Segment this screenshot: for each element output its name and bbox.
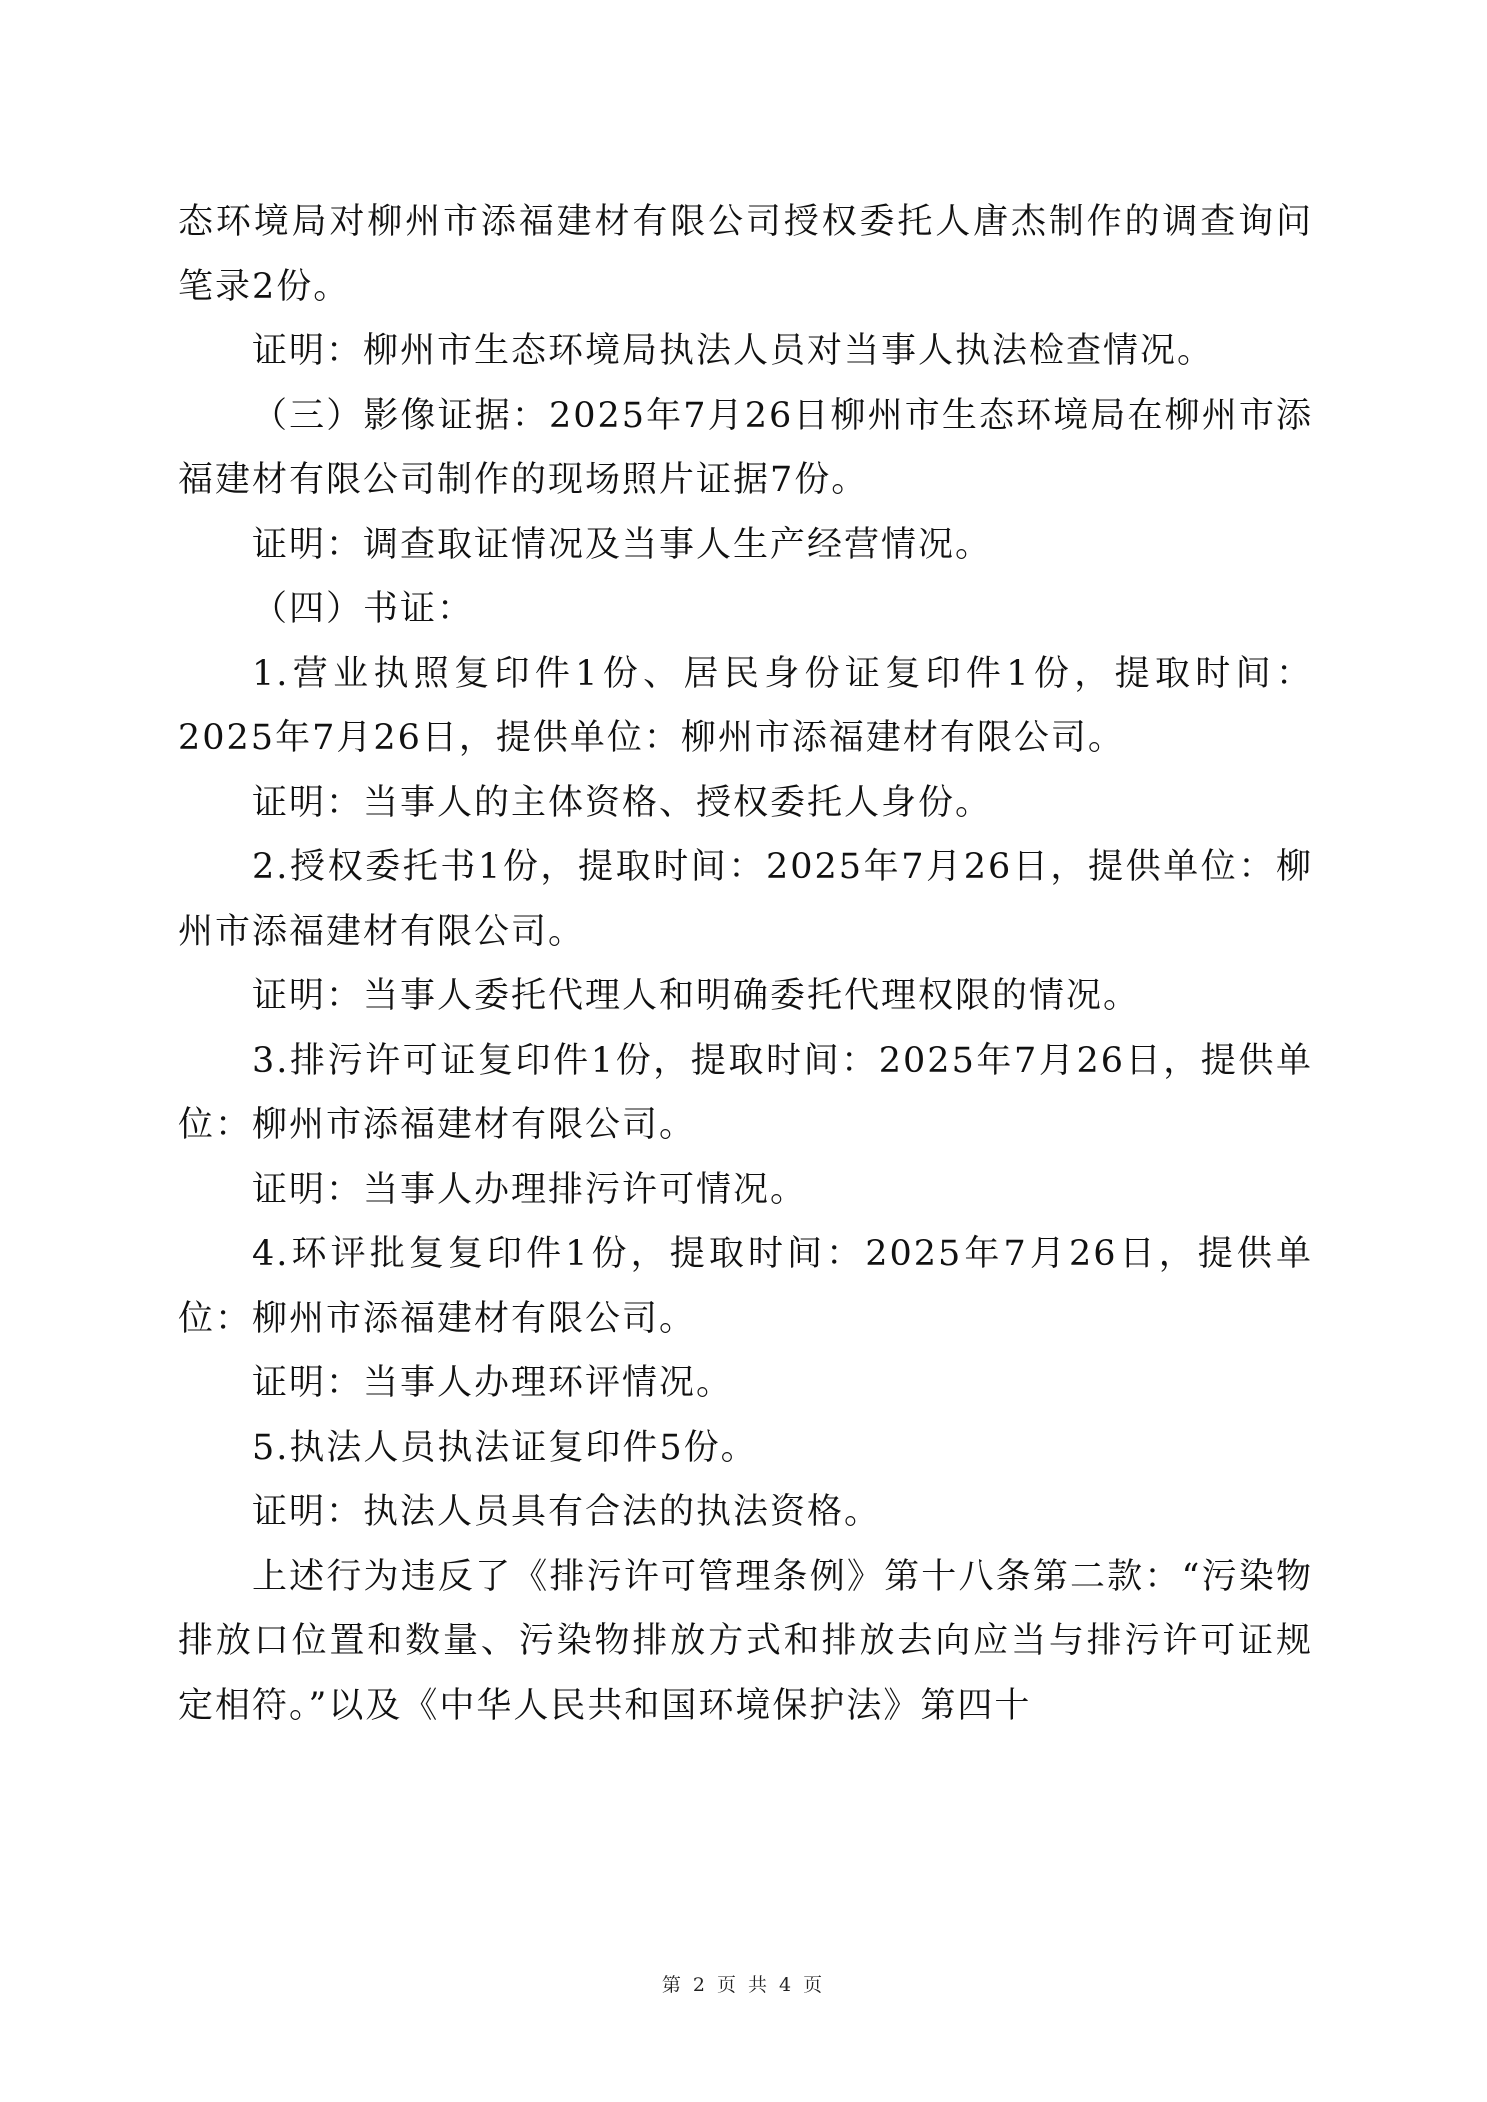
paragraph-9: 证明：当事人委托代理人和明确委托代理权限的情况。 — [252, 976, 1141, 1016]
paragraph-1: 态环境局对柳州市添福建材有限公司授权委托人唐杰制作的调查询问笔录2份。 — [178, 202, 1313, 307]
paragraph-7: 证明：当事人的主体资格、授权委托人身份。 — [252, 782, 993, 823]
paragraph-12: 4.环评批复复印件1份，提取时间：2025年7月26日，提供单位：柳州市添福建材有限公司。 — [178, 1234, 1313, 1339]
paragraph-3: （三）影像证据：2025年7月26日柳州市生态环境局在柳州市添福建材有限公司制作的现场照片证据7份。 — [178, 395, 1313, 500]
document-body — [178, 190, 1313, 1738]
paragraph-8: 2.授权委托书1份，提取时间：2025年7月26日，提供单位：柳州市添福建材有限公司。 — [178, 847, 1313, 952]
page-number-footer: 第 2 页 共 4 页 — [661, 1974, 826, 1996]
paragraph-16: 上述行为违反了《排污许可管理条例》第十八条第二款：“污染物排放口位置和数量、污染物排放方式和排放去向应当与排污许可证规定相符。”以及《中华人民共和国环境保护法》第四十 — [178, 1556, 1313, 1726]
paragraph-4: 证明：调查取证情况及当事人生产经营情况。 — [252, 524, 993, 565]
paragraph-5: （四）书证： — [252, 589, 475, 629]
paragraph-10: 3.排污许可证复印件1份，提取时间：2025年7月26日，提供单位：柳州市添福建材有限公司。 — [178, 1040, 1313, 1145]
paragraph-6: 1.营业执照复印件1份、居民身份证复印件1份，提取时间：2025年7月26日，提供单位：柳州市添福建材有限公司。 — [178, 653, 1313, 758]
paragraph-14: 5.执法人员执法证复印件5份。 — [252, 1427, 758, 1468]
paragraph-15: 证明：执法人员具有合法的执法资格。 — [252, 1492, 882, 1532]
paragraph-11: 证明：当事人办理排污许可情况。 — [252, 1169, 808, 1210]
paragraph-2: 证明：柳州市生态环境局执法人员对当事人执法检查情况。 — [252, 331, 1215, 371]
paragraph-13: 证明：当事人办理环评情况。 — [252, 1363, 734, 1403]
